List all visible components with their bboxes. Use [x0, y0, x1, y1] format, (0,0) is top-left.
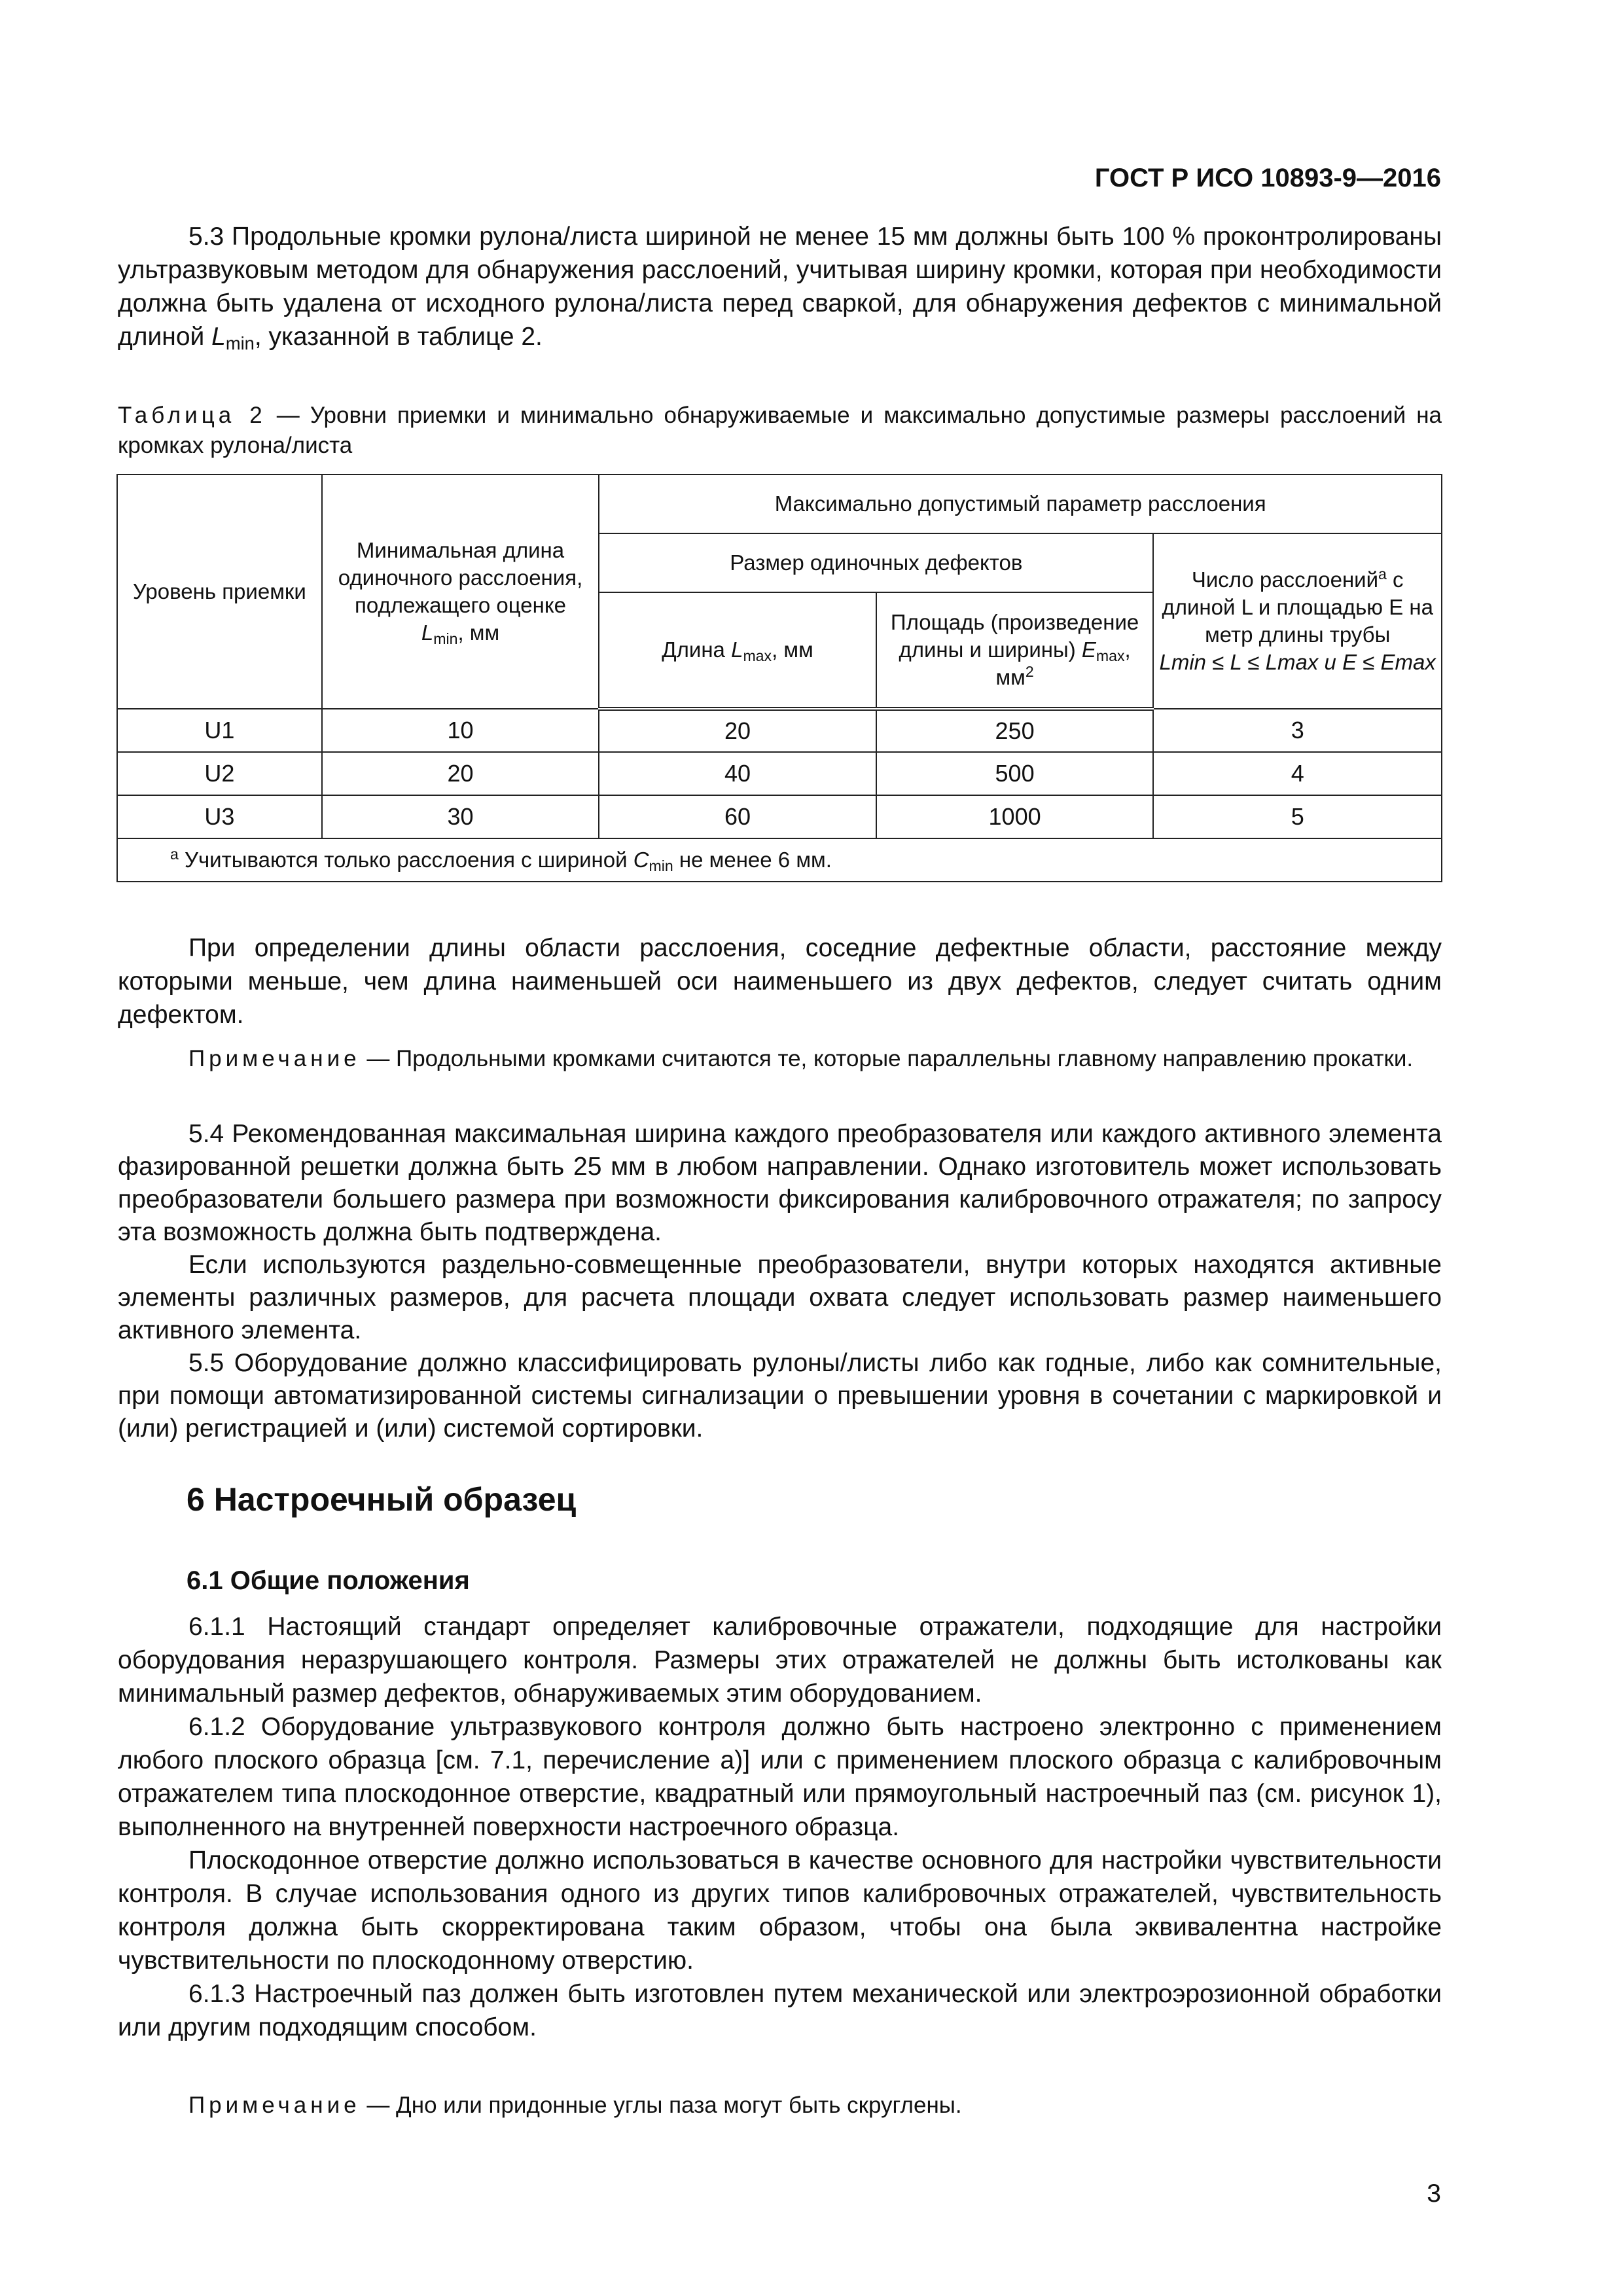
table-cell: 500 — [876, 752, 1154, 795]
table-row — [117, 795, 1442, 838]
condition: Lmin ≤ L ≤ Lmax и E ≤ Emax — [1159, 650, 1436, 674]
unit: , мм — [772, 637, 813, 662]
paragraph-definition: При определении длины области расслоения, соседние дефектные области, расстояние между которыми меньше, чем длина наименьшей оси наименьшего из двух дефектов, следует считать одним дефектом. — [118, 934, 1442, 1029]
note-label: Примечание — [188, 1046, 361, 1071]
paragraph-5-4-b: Если используются раздельно-совмещенные преобразователи, внутри которых находятся активные элементы различных размеров, для расчета площади охвата следует использовать размер наименьшего активного элемента. — [118, 1251, 1442, 1344]
header-min-length — [322, 475, 599, 709]
paragraph-5-5: 5.5 Оборудование должно классифицировать рулоны/листы либо как годные, либо как сомнительные, при помощи автоматизированной системы сигнализации о превышении уровня в сочетании с маркировкой и (или) регистрацией и (или) системой сортировки. — [118, 1349, 1442, 1443]
symbol: L — [211, 323, 226, 351]
symbol: C — [633, 848, 649, 872]
text: Длина — [662, 637, 732, 662]
header-area — [876, 592, 1154, 709]
table-cell: 20 — [599, 709, 876, 752]
subscript: min — [649, 857, 673, 874]
table-cell: 4 — [1153, 752, 1442, 795]
section-6-1-heading: 6.1 Общие положения — [187, 1566, 470, 1595]
note-2 — [118, 2090, 1442, 2121]
table-caption — [118, 401, 1442, 461]
note-label: Примечание — [188, 2092, 361, 2118]
table-cell: 250 — [876, 709, 1154, 752]
table-footnote — [117, 838, 1442, 882]
text: Число расслоений — [1191, 567, 1379, 592]
header-max-param: Максимально допустимый параметр расслоения — [599, 475, 1442, 533]
paragraph-5-3 — [118, 220, 1442, 353]
unit: , мм — [995, 637, 1131, 689]
table-cell: U2 — [117, 752, 322, 795]
definition-block — [118, 931, 1442, 1031]
unit: , мм — [457, 620, 500, 645]
table-body — [117, 709, 1442, 838]
note-body: — Дно или придонные углы паза могут быть скруглены. — [360, 2092, 962, 2118]
table-cell: 30 — [322, 795, 599, 838]
paragraph-6-1-1: 6.1.1 Настоящий стандарт определяет калибровочные отражатели, подходящие для настройки оборудования неразрушающего контроля. Размеры этих отражателей не должны быть истолкованы как минимальный размер дефектов, обнаруживаемых этим оборудованием. — [118, 1613, 1442, 1708]
table-cell: 40 — [599, 752, 876, 795]
table-cell: 20 — [322, 752, 599, 795]
header-length — [599, 592, 876, 709]
note-body: — Продольными кромками считаются те, которые параллельны главному направлению прокатки. — [360, 1046, 1414, 1071]
table-cell: 10 — [322, 709, 599, 752]
text: Учитываются только расслоения с шириной — [178, 848, 633, 872]
section-6-1-body — [118, 1610, 1442, 2044]
sections-5-4-5-5 — [118, 1118, 1442, 1445]
table-cell: 5 — [1153, 795, 1442, 838]
table-2 — [116, 474, 1442, 882]
caption-body: — Уровни приемки и минимально обнаруживаемые и максимально допустимые размеры расслоений на кромках рулона/листа — [118, 403, 1442, 458]
subscript: min — [225, 332, 255, 353]
superscript: 2 — [1025, 663, 1034, 680]
text: 5.3 Продольные кромки рулона/листа шириной не менее 15 мм должны быть 100 % проконтролированы ультразвуковым методом для обнаружения расслоений, учитывая ширину кромки, которая при необходимости должна быть удалена от исходного рулона/листа перед сваркой, для обнаружения дефектов с минимальной длиной — [118, 223, 1442, 351]
caption-label: Таблица 2 — [118, 403, 266, 428]
paragraph-6-1-3: 6.1.3 Настроечный паз должен быть изготовлен путем механической или электроэрозионной обработки или другим подходящим способом. — [118, 1980, 1442, 2041]
header-count — [1153, 533, 1442, 709]
superscript: a — [1378, 565, 1387, 583]
text: , указанной в таблице 2. — [254, 323, 543, 351]
note-text — [118, 1043, 1442, 1074]
note-1 — [118, 1043, 1442, 1074]
section-6-heading: 6 Настроечный образец — [187, 1481, 577, 1518]
text: не менее 6 мм. — [673, 848, 832, 872]
paragraph-6-1-2: 6.1.2 Оборудование ультразвукового контроля должно быть настроено электронно с применением любого плоского образца [см. 7.1, перечисление а)] или с применением плоского образца с калибровочным отражателем типа плоскодонное отверстие, квадратный или прямоугольный настроечный паз (см. рисунок 1), выполненного на внутренней поверхности настроечного образца. — [118, 1713, 1442, 1841]
paragraph-6-1-2-b: Плоскодонное отверстие должно использоваться в качестве основного для настройки чувствительности контроля. В случае использования одного из других типов калибровочных отражателей, чувствительность контроля должна быть скорректирована таким образом, чтобы она была эквивалентна настройке чувствительности по плоскодонному отверстию. — [118, 1846, 1442, 1975]
section-5-3 — [118, 220, 1442, 353]
table-cell: 3 — [1153, 709, 1442, 752]
table-cell: U3 — [117, 795, 322, 838]
table-row — [117, 709, 1442, 752]
note-text — [118, 2090, 1442, 2121]
table-cell: 1000 — [876, 795, 1154, 838]
symbol: E — [1081, 637, 1096, 662]
page-number: 3 — [1427, 2179, 1441, 2208]
subscript: max — [1096, 647, 1125, 664]
document-header: ГОСТ Р ИСО 10893-9—2016 — [1094, 164, 1441, 192]
table-cell: U1 — [117, 709, 322, 752]
header-single-defects: Размер одиночных дефектов — [599, 533, 1153, 592]
header-level: Уровень приемки — [117, 475, 322, 709]
text: с длиной L и площадью E на метр длины трубы — [1162, 567, 1433, 647]
symbol: L — [421, 620, 434, 645]
table-cell: 60 — [599, 795, 876, 838]
symbol: L — [731, 637, 743, 662]
paragraph-5-4: 5.4 Рекомендованная максимальная ширина каждого преобразователя или каждого активного элемента фазированной решетки должна быть 25 мм в любом направлении. Однако изготовитель может использовать преобразователи большего размера при возможности фиксирования калибровочного отражателя; по запросу эта возможность должна быть подтверждена. — [118, 1120, 1442, 1246]
caption-text — [118, 401, 1442, 461]
subscript: min — [433, 630, 458, 647]
text: Площадь (произведение длины и ширины) — [890, 610, 1139, 662]
subscript: max — [743, 647, 772, 664]
table-row — [117, 752, 1442, 795]
footnote-mark: a — [170, 846, 179, 863]
text: Минимальная длина одиночного расслоения, подлежащего оценке — [338, 538, 583, 617]
